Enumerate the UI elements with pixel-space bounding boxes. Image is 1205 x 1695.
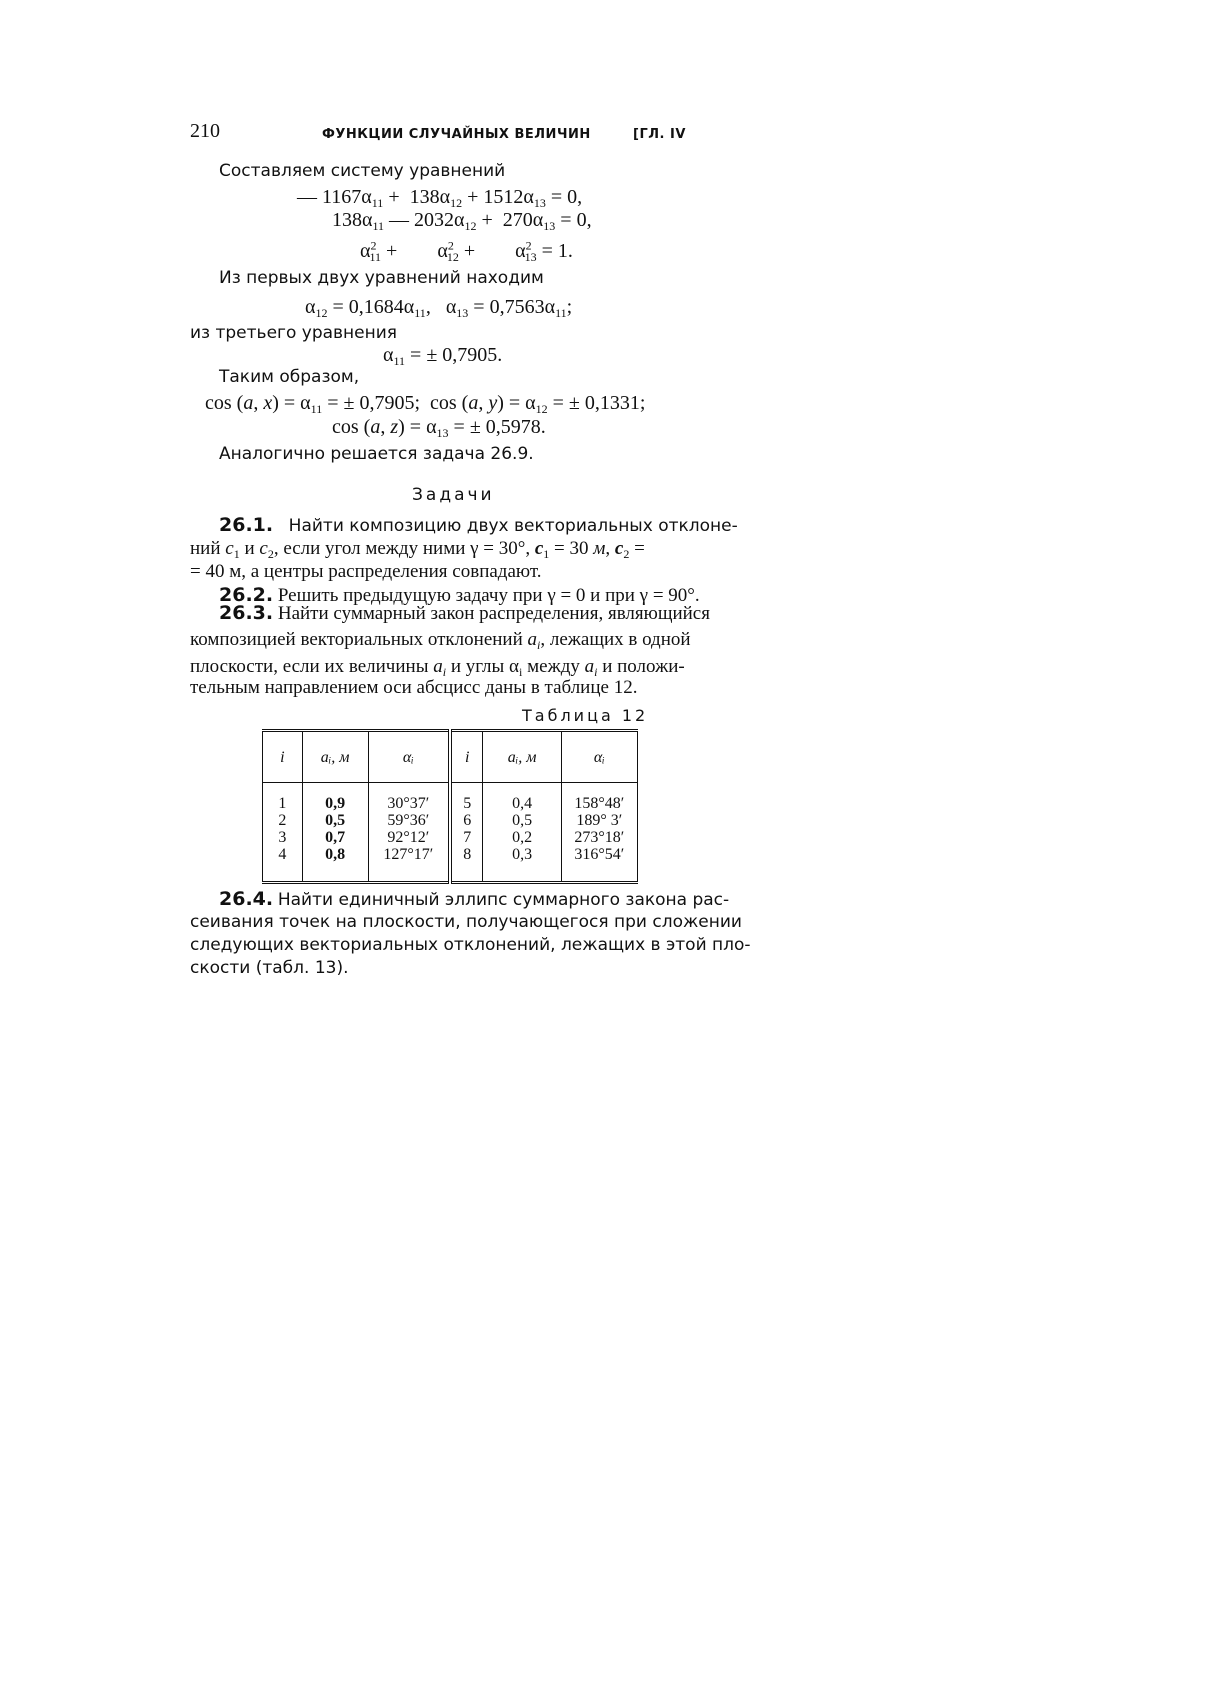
equation-4-text: $\alpha_{12} = 0,1684\alpha_{11}$, $\alpha_{13} = 0,7563\alpha_{11}$; [305,296,573,320]
equation-7-text: cos (a, $z) = \alpha_{13}$ = ± 0,5978. [332,416,546,440]
problem-26-3-line-1 [219,602,710,625]
equation-1-text: — $1167\alpha_{11} + 138\alpha_{12} + 1512\alpha_{13} = 0$, [297,186,583,210]
table-12-caption: Таблица 12 [522,706,649,725]
chapter-marker: [ГЛ. IV [633,127,686,142]
problem-26-4-line-1 [219,888,729,911]
header-i-right: i [450,731,483,783]
problem-26-4-line-2: сеивания точек на плоскости, получающегося при сложении [190,912,742,932]
header-a-left: aᵢ, м [302,731,368,783]
running-title: ФУНКЦИИ СЛУЧАЙНЫХ ВЕЛИЧИН [322,127,591,142]
equation-2 [332,209,592,237]
table-row [263,783,638,883]
problem-26-2-number: 26.2. [219,584,274,606]
problem-26-3-line-1-text: Найти суммарный закон распределения, являющийся [277,603,710,624]
table-header-row [263,731,638,783]
problem-26-4-line-4: скости (табл. 13). [190,958,349,978]
similarly-text: Аналогично решается задача 26.9. [219,444,534,464]
thus-text: Таким образом, [219,367,360,387]
problem-26-4-line-1-text: Найти единичный эллипс суммарного закона рас- [277,890,730,910]
cell-i-left: 1 2 3 4 [263,783,303,883]
header-alpha-right: αᵢ [561,731,637,783]
header-alpha-left: αᵢ [368,731,450,783]
equation-7 [332,416,546,444]
problem-26-3-line-2 [190,629,691,656]
cell-i-right: 5 6 7 8 [450,783,483,883]
problem-26-1-text: Найти композицию двух векториальных отклоне- [277,516,738,536]
equation-3 [360,234,573,268]
header-i-left: i [263,731,303,783]
problem-26-3-number: 26.3. [219,602,274,624]
problem-26-1-line-1 [219,514,738,537]
cell-a-right: 0,4 0,5 0,2 0,3 [483,783,561,883]
problem-26-1-number: 26.1. [219,514,274,536]
compose-system-text: Составляем систему уравнений [219,161,506,181]
problems-heading: Задачи [412,485,495,505]
cell-alpha-left: 30°37′ 59°36′ 92°12′ 127°17′ [368,783,450,883]
problem-26-4-line-3: следующих векториальных отклонений, лежащих в этой пло- [190,935,751,955]
problem-26-4-number: 26.4. [219,888,274,910]
problem-26-3-line-3-text: плоскости, если их величины $a_i$ и углы $\alpha_i$ между $a_i$ и положи- [190,656,685,679]
equation-5 [383,344,502,372]
problem-26-1-line-2-text: ний $c_1$ и $c_2$, если угол между ними γ = 30°, $c_1 = 30$ м, $c_2$ = [190,538,645,561]
page-number: 210 [190,120,220,142]
equation-3-text: $\alpha^2_{11}$ + $\alpha^2_{12}$ + $\alpha^2_{13} = 1$. [360,238,573,264]
problem-26-3-line-2-text: композицией векториальных отклонений $a_i$, лежащих в одной [190,629,691,652]
from-third-text: из третьего уравнения [190,323,398,343]
header-a-right: aᵢ, м [483,731,561,783]
equation-4 [305,296,572,324]
problem-26-1-line-3: = 40 м, а центры распределения совпадают. [190,561,542,582]
equation-2-text: $138\alpha_{11}$ — $2032\alpha_{12} + 270\alpha_{13} = 0$, [332,209,592,233]
equation-6-text: cos (a, $x) = \alpha_{11}$ = ± 0,7905; cos (a, $y) = \alpha_{12}$ = ± 0,1331; [205,392,646,416]
from-first-two-text: Из первых двух уравнений находим [219,268,544,288]
equation-5-text: $\alpha_{11}$ = ± 0,7905. [383,344,503,368]
cell-a-left: 0,9 0,5 0,7 0,8 [302,783,368,883]
table-12 [262,729,638,884]
cell-alpha-right: 158°48′ 189° 3′ 273°18′ 316°54′ [561,783,637,883]
problem-26-3-line-4: тельным направлением оси абсцисс даны в таблице 12. [190,677,638,698]
problem-26-2-text: Решить предыдущую задачу при γ = 0 и при γ = 90°. [277,585,700,606]
